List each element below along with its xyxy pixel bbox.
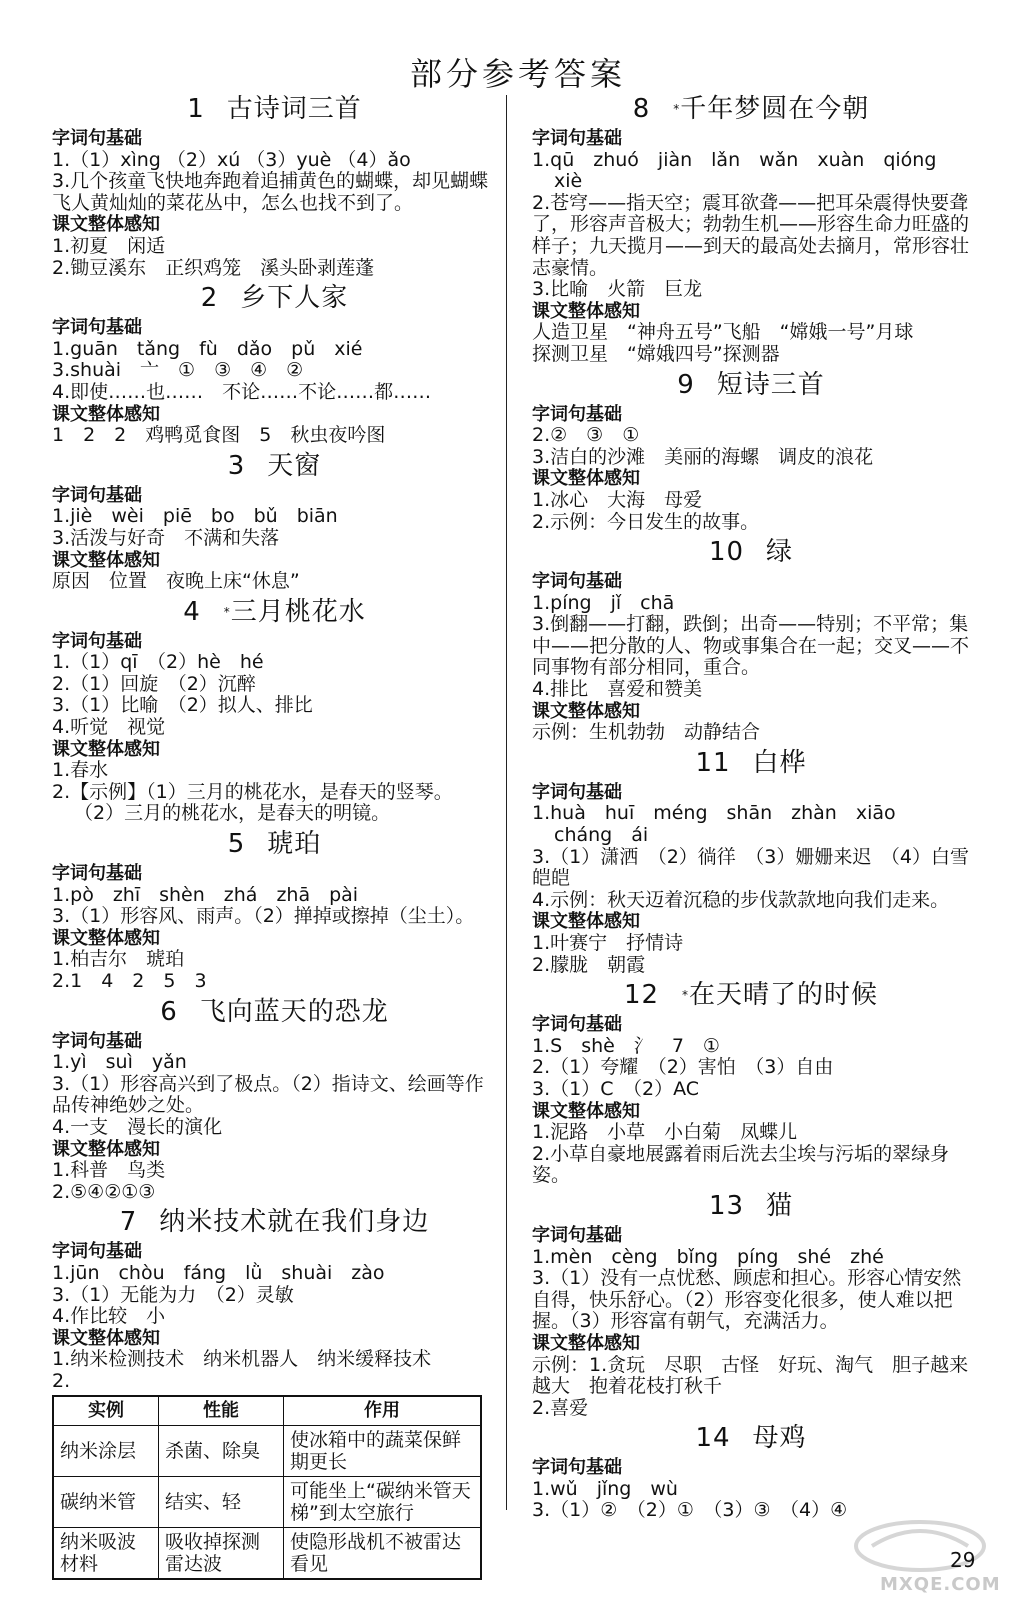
- section-heading: [52, 92, 497, 126]
- section-number: 1: [187, 94, 205, 124]
- table-row: [53, 1527, 481, 1579]
- answer-line: 1.泥路 小草 小白菊 凤蝶儿: [532, 1121, 798, 1144]
- answer-line: 1.（1）xìng （2）xú （3）yuè （4）ǎo: [52, 148, 411, 171]
- right-column: [532, 90, 970, 1522]
- section-title: 绿: [766, 537, 794, 568]
- answer-line: 示例：生机勃勃 动静结合: [532, 721, 761, 744]
- subsection-label: 课文整体感知: [52, 549, 160, 571]
- subsection-label: 字词句基础: [532, 403, 622, 425]
- section-heading: [52, 449, 497, 483]
- subsection-label: 字词句基础: [532, 571, 622, 593]
- subsection-label: 字词句基础: [52, 128, 142, 149]
- answer-line: 2.小草自豪地展露着雨后洗去尘埃与污垢的翠绿身姿。: [532, 1142, 950, 1187]
- table-cell: 碳纳米管: [53, 1476, 159, 1527]
- table-cell: 杀菌、除臭: [159, 1425, 284, 1476]
- answer-line: 2.苍穹——指天空；震耳欲聋——把耳朵震得快要聋了，形容声音极大；勃勃生机——形容生命力旺盛的样子；九天揽月——到天的最高处去摘月，常形容壮志豪情。: [532, 191, 970, 279]
- answer-line: 2.朦胧 朝霞: [532, 953, 646, 976]
- section-number: 2: [200, 283, 219, 314]
- answer-line: 2.【示例】（1）三月的桃花水，是春天的竖琴。: [52, 780, 453, 803]
- table-row: [53, 1476, 481, 1527]
- section-star: *: [673, 102, 681, 116]
- answer-line: 3.shuài 亠 ① ③ ④ ②: [52, 359, 304, 382]
- answer-line: 4.示例：秋天迈着沉稳的步伐款款地向我们走来。: [532, 888, 950, 911]
- subsection-label: 字词句基础: [532, 1224, 622, 1246]
- answer-line: 3.洁白的沙滩 美丽的海螺 调皮的浪花: [532, 445, 874, 468]
- section-number: 11: [695, 747, 731, 778]
- answer-line: 4.排比 喜爱和赞美: [532, 678, 703, 701]
- section-number: 4: [183, 596, 201, 627]
- subsection-label: 字词句基础: [532, 781, 622, 803]
- nano-table: [52, 1395, 482, 1580]
- section-star: *: [682, 988, 690, 1003]
- subsection-label: 课文整体感知: [532, 1100, 640, 1122]
- subsection-label: 课文整体感知: [52, 403, 160, 425]
- answer-line: 1.纳米检测技术 纳米机器人 纳米缓释技术: [52, 1348, 432, 1371]
- section-heading: [52, 827, 497, 861]
- page-number: 29: [950, 1548, 976, 1572]
- subsection-label: 课文整体感知: [52, 214, 160, 236]
- section-number: 8: [632, 94, 651, 124]
- section-number: 5: [227, 829, 246, 860]
- answer-line: 3.活泼与好奇 不满和失落: [52, 526, 280, 549]
- answer-line: 4.听觉 视觉: [52, 716, 166, 739]
- table-header-cell: 性能: [159, 1396, 284, 1426]
- section-number: 6: [160, 996, 178, 1027]
- subsection-label: 课文整体感知: [532, 300, 640, 322]
- answer-line: 2.示例：今日发生的故事。: [532, 510, 760, 533]
- answer-line: 3.（1）形容风、雨声。（2）掸掉或擦掉（尘土）。: [52, 905, 475, 928]
- answer-line: 2.喜爱: [532, 1396, 589, 1419]
- answer-line: 1.píng jǐ chā: [532, 591, 675, 614]
- table-row: [53, 1425, 481, 1476]
- answer-line: 1.叶赛宁 抒情诗: [532, 932, 684, 954]
- watermark-text: MXQE.COM: [880, 1574, 1001, 1595]
- section-number: 3: [227, 450, 246, 481]
- answer-line: 3.（1）形容高兴到了极点。（2）指诗文、绘画等作品传神绝妙之处。: [52, 1072, 484, 1117]
- section-heading: [532, 978, 970, 1012]
- answer-line: 1.huà huī méng shān zhàn xiāo: [532, 802, 896, 825]
- answer-line: 1.wǔ jǐng wù: [532, 1477, 678, 1500]
- answer-line: 1.冰心 大海 母爱: [532, 488, 703, 511]
- subsection-label: 课文整体感知: [52, 738, 160, 760]
- answer-line: 1.S shè 氵 7 ①: [532, 1034, 720, 1057]
- answer-line: 人造卫星 “神舟五号”飞船 “嫦娥一号”月球: [532, 321, 914, 344]
- answer-line: 1.柏吉尔 琥珀: [52, 948, 185, 971]
- answer-line: 2.⑤④②①③: [52, 1180, 156, 1203]
- table-header-cell: 作用: [284, 1396, 482, 1426]
- answer-line: 1.春水: [52, 759, 109, 782]
- subsection-label: 课文整体感知: [52, 1138, 160, 1160]
- subsection-label: 课文整体感知: [532, 468, 640, 490]
- subsection-label: 字词句基础: [532, 1457, 622, 1479]
- table-cell: 使隐形战机不被雷达看见: [284, 1527, 482, 1579]
- answer-line: 3.（1）潇洒 （2）徜徉 （3）姗姗来迟 （4）白雪皑皑: [532, 845, 969, 890]
- answer-line: 1.（1）qī （2）hè hé: [52, 651, 264, 674]
- section-heading: [52, 281, 497, 315]
- section-title: 母鸡: [752, 1423, 807, 1454]
- answer-line: 1.jūn chòu fáng lǜ shuài zào: [52, 1261, 385, 1284]
- column-divider: [506, 95, 507, 1510]
- section-title: 乡下人家: [240, 283, 349, 314]
- section-heading: [532, 1189, 970, 1223]
- subsection-label: 字词句基础: [52, 1030, 142, 1052]
- section-title: 三月桃花水: [230, 596, 366, 627]
- table-header-row: [53, 1396, 481, 1426]
- answer-line: 4.一支 漫长的演化: [52, 1115, 223, 1138]
- answer-line: 4.即使……也…… 不论……不论……都……: [52, 380, 432, 403]
- table-cell: 可能坐上“碳纳米管天梯”到太空旅行: [284, 1476, 482, 1527]
- answer-line: 1.初夏 闲适: [52, 234, 166, 257]
- answer-line: 3.（1）C （2）AC: [532, 1077, 700, 1100]
- section-heading: [532, 535, 970, 569]
- table-cell: 吸收掉探测雷达波: [159, 1527, 284, 1579]
- section-heading: [532, 368, 970, 402]
- section-title: 短诗三首: [716, 369, 825, 400]
- answer-line: 3.倒翻——打翻，跌倒；出奇——特别；不平常；集中——把分散的人、物或事集合在一起；交叉——不同事物有部分相同，重合。: [532, 613, 970, 679]
- subsection-label: 课文整体感知: [532, 700, 640, 722]
- section-heading: [532, 1421, 970, 1455]
- subsection-label: 字词句基础: [52, 317, 142, 339]
- answer-line: 原因 位置 夜晚上床“休息”: [52, 570, 300, 593]
- subsection-label: 课文整体感知: [532, 1332, 640, 1354]
- page-title: 部分参考答案: [409, 55, 626, 93]
- subsection-label: 字词句基础: [52, 630, 142, 652]
- section-heading: [52, 595, 497, 629]
- section-title: 飞向蓝天的恐龙: [199, 996, 389, 1027]
- answer-line: 3.几个孩童飞快地奔跑着追捕黄色的蝴蝶，却见蝴蝶飞人黄灿灿的菜花丛中，怎么也找不到了。: [52, 170, 489, 214]
- subsection-label: 课文整体感知: [52, 927, 160, 949]
- section-number: 7: [119, 1207, 138, 1238]
- answer-line: 2.1 4 2 5 3: [52, 970, 207, 992]
- answer-line: 1.qū zhuó jiàn lǎn wǎn xuàn qióng: [532, 148, 937, 171]
- section-title: 白桦: [752, 747, 807, 778]
- section-number: 13: [708, 1190, 745, 1221]
- left-column: [52, 90, 497, 1580]
- answer-line: cháng ái: [554, 824, 649, 847]
- section-number: 10: [708, 537, 745, 568]
- subsection-label: 字词句基础: [52, 1241, 142, 1263]
- answer-line: 2.（1）夸耀 （2）害怕 （3）自由: [532, 1056, 834, 1079]
- answer-line: 3.（1）② （2）① （3）③ （4）④: [532, 1499, 848, 1522]
- section-heading: [52, 995, 497, 1029]
- answer-line: 1.科普 鸟类: [52, 1159, 166, 1182]
- answer-line: 3.（1）无能为力 （2）灵敏: [52, 1283, 294, 1306]
- answer-line: 2.② ③ ①: [532, 424, 640, 447]
- answer-line: 1.mèn cèng bǐng píng shé zhé: [532, 1245, 884, 1268]
- section-title: 纳米技术就在我们身边: [159, 1207, 430, 1238]
- subsection-label: 字词句基础: [52, 484, 142, 506]
- table-cell: 纳米涂层: [53, 1425, 159, 1476]
- answer-line: 1.pò zhī shèn zhá zhā pài: [52, 883, 359, 906]
- table-cell: 结实、轻: [159, 1476, 284, 1527]
- answer-line: 1 2 2 鸡鸭觅食图 5 秋虫夜吟图: [52, 424, 386, 447]
- answer-line: （2）三月的桃花水，是春天的明镜。: [74, 802, 391, 825]
- section-heading: [52, 1205, 497, 1239]
- subsection-label: 字词句基础: [532, 128, 622, 149]
- answer-line: 4.作比较 小: [52, 1305, 166, 1328]
- section-number: 12: [623, 980, 660, 1011]
- section-number: 9: [677, 369, 695, 400]
- answer-line: 1.yì suì yǎn: [52, 1051, 187, 1074]
- subsection-label: 字词句基础: [532, 1014, 622, 1036]
- answer-line: 2.: [52, 1369, 71, 1392]
- answer-line: xiè: [554, 170, 583, 193]
- answer-line: 2.锄豆溪东 正织鸡笼 溪头卧剥莲蓬: [52, 256, 375, 279]
- section-heading: [532, 746, 970, 780]
- answer-line: 3.（1）没有一点忧愁、顾虑和担心。形容心情安然自得，快乐舒心。（2）形容变化很多，使人难以把握。（3）形容富有朝气，充满活力。: [532, 1267, 962, 1333]
- section-number: 14: [695, 1423, 731, 1454]
- answer-line: 示例：1.贪玩 尽职 古怪 好玩、淘气 胆子越来越大 抱着花枝打秋千: [532, 1353, 969, 1398]
- answer-line: 3.（1）比喻 （2）拟人、排比: [52, 694, 313, 717]
- section-title: 猫: [766, 1190, 794, 1221]
- answer-line: 2.（1）回旋 （2）沉醉: [52, 672, 256, 695]
- answer-line: 1.guān tǎng fù dǎo pǔ xié: [52, 337, 363, 360]
- subsection-label: 课文整体感知: [52, 1327, 160, 1349]
- section-title: 在天晴了的时候: [689, 980, 879, 1011]
- answer-line: 探测卫星 “嫦娥四号”探测器: [532, 342, 780, 365]
- table-cell: 纳米吸波材料: [53, 1527, 159, 1579]
- subsection-label: 课文整体感知: [532, 911, 640, 933]
- section-title: 琥珀: [267, 829, 322, 860]
- subsection-label: 字词句基础: [52, 863, 142, 885]
- section-star: *: [223, 604, 231, 619]
- section-heading: [532, 92, 970, 126]
- section-title: 古诗词三首: [226, 94, 362, 124]
- answer-line: 1.jiè wèi piē bo bǔ biān: [52, 505, 338, 528]
- answer-line: 3.比喻 火箭 巨龙: [532, 278, 703, 301]
- table-cell: 使冰箱中的蔬菜保鲜期更长: [284, 1425, 482, 1476]
- table-header-cell: 实例: [53, 1396, 159, 1426]
- section-title: 千年梦圆在今朝: [680, 94, 870, 124]
- section-title: 天窗: [267, 450, 322, 481]
